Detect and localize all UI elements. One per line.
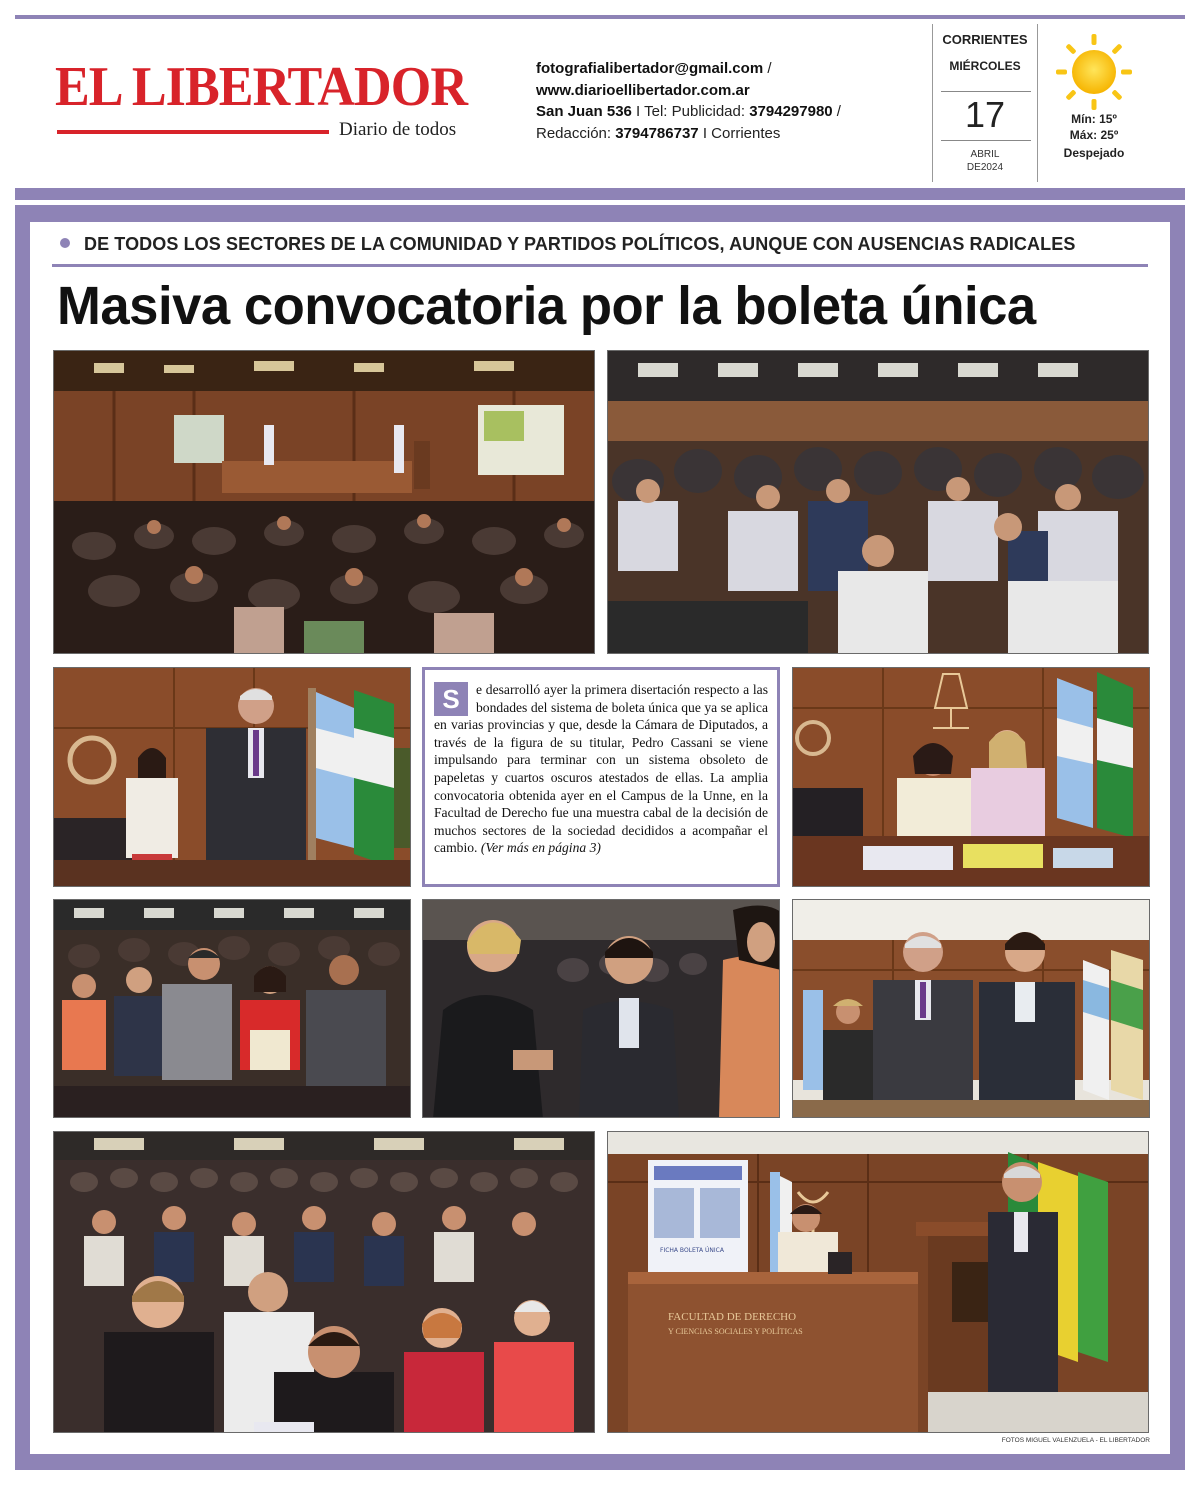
podium-sign: FACULTAD DE DERECHO [668,1311,797,1323]
two-standing-image [54,668,411,887]
logo-title: EL LIBERTADOR [55,56,468,118]
photo-two-standing[interactable] [53,667,411,887]
dropcap: S [434,682,468,716]
date-year: DE2024 [966,162,1004,173]
contact-info: fotografialibertador@gmail.com / www.diarioellibertador.com.ar San Juan 536 I Tel: Publicidad: 3794297980 / Redacción: 3794786737 I Corrientes [536,60,841,142]
two-seated-image [793,668,1150,887]
two-men-image [793,900,1150,1118]
kicker-rule [52,264,1148,267]
logo-tagline: Diario de todos [339,119,457,140]
date-weekday: MIÉRCOLES [949,59,1021,73]
contact-city: Corrientes [711,124,781,142]
logo-underline [57,130,329,134]
date-divider [941,140,1031,141]
photo-lecture-hall[interactable] [53,350,595,654]
date-day-number: 17 [964,94,1006,135]
redaccion-label: Redacción: [536,124,612,142]
newspaper-logo[interactable] [55,55,468,145]
lecture-hall-image [54,351,595,654]
contact-email[interactable]: fotografialibertador@gmail.com [536,60,764,77]
date-box [932,24,1038,182]
date-month-year [933,148,1037,174]
article-kicker [60,234,1150,255]
tel-redaccion: 3794786737 [615,124,699,142]
article-body-box [422,667,780,887]
podium-speaker-image [608,1132,1149,1433]
photo-two-seated[interactable] [792,667,1150,887]
audience-image [608,351,1149,654]
date-divider [941,91,1031,92]
conversation-image [423,900,780,1118]
bullet-icon [60,238,70,248]
photo-credit: FOTOS MIGUEL VALENZUELA - EL LIBERTADOR [1001,1437,1150,1444]
kicker-text: DE TODOS LOS SECTORES DE LA COMUNIDAD Y PARTIDOS POLÍTICOS, AUNQUE CON AUSENCIAS RADICALES [84,234,1076,254]
weather-condition: Despejado [1063,146,1125,160]
weather-min: Mín: 15º [1071,112,1117,126]
photo-crowd[interactable] [53,1131,595,1433]
photo-conversation[interactable] [422,899,780,1118]
seated-group-image [54,900,411,1118]
podium-sign-sub: Y CIENCIAS SOCIALES Y POLÍTICAS [668,1327,803,1336]
tel-publicidad: 3794297980 [749,103,833,120]
tel-label: Tel: Publicidad: [644,103,746,120]
photo-podium-speaker[interactable] [607,1131,1149,1433]
headline: Masiva convocatoria por la boleta única [57,276,1036,336]
article-body [434,681,768,857]
weather-box [1042,30,1146,180]
see-more-link[interactable]: (Ver más en página 3) [480,840,601,856]
contact-address: San Juan 536 [536,103,632,120]
photo-seated-group[interactable] [53,899,411,1118]
photo-audience[interactable] [607,350,1149,654]
sun-icon [1056,34,1132,110]
date-month: ABRIL [970,149,1000,160]
article-body-text: e desarrolló ayer la primera disertación respecto a las bondades del sistema de boleta única que ya se aplica en varias provincias y que, desde la Cámara de Diputados, a través de la figura de su titular, Pedro Cassani se viene impulsando para terminar con un sistema obsoleto de papeletas y cuartos oscuros atestados de ellas. La amplia convocatoria obtenida ayer en el Campus de la Unne, en la Facultad de Derecho fue una muestra cabal de la decisión de muchos sectores de la sociedad decididos a acompañar el cambio. [434,682,768,856]
contact-website[interactable]: www.diarioellibertador.com.ar [536,81,750,99]
crowd-image [54,1132,595,1433]
bottom-rule [15,1466,1185,1470]
screen-title: FICHA BOLETA ÚNICA [660,1247,724,1254]
photo-two-men[interactable] [792,899,1150,1118]
top-rule [15,15,1185,19]
weather-max: Máx: 25º [1069,128,1119,142]
header-bottom-rule [15,188,1185,200]
date-city: CORRIENTES [942,32,1028,47]
